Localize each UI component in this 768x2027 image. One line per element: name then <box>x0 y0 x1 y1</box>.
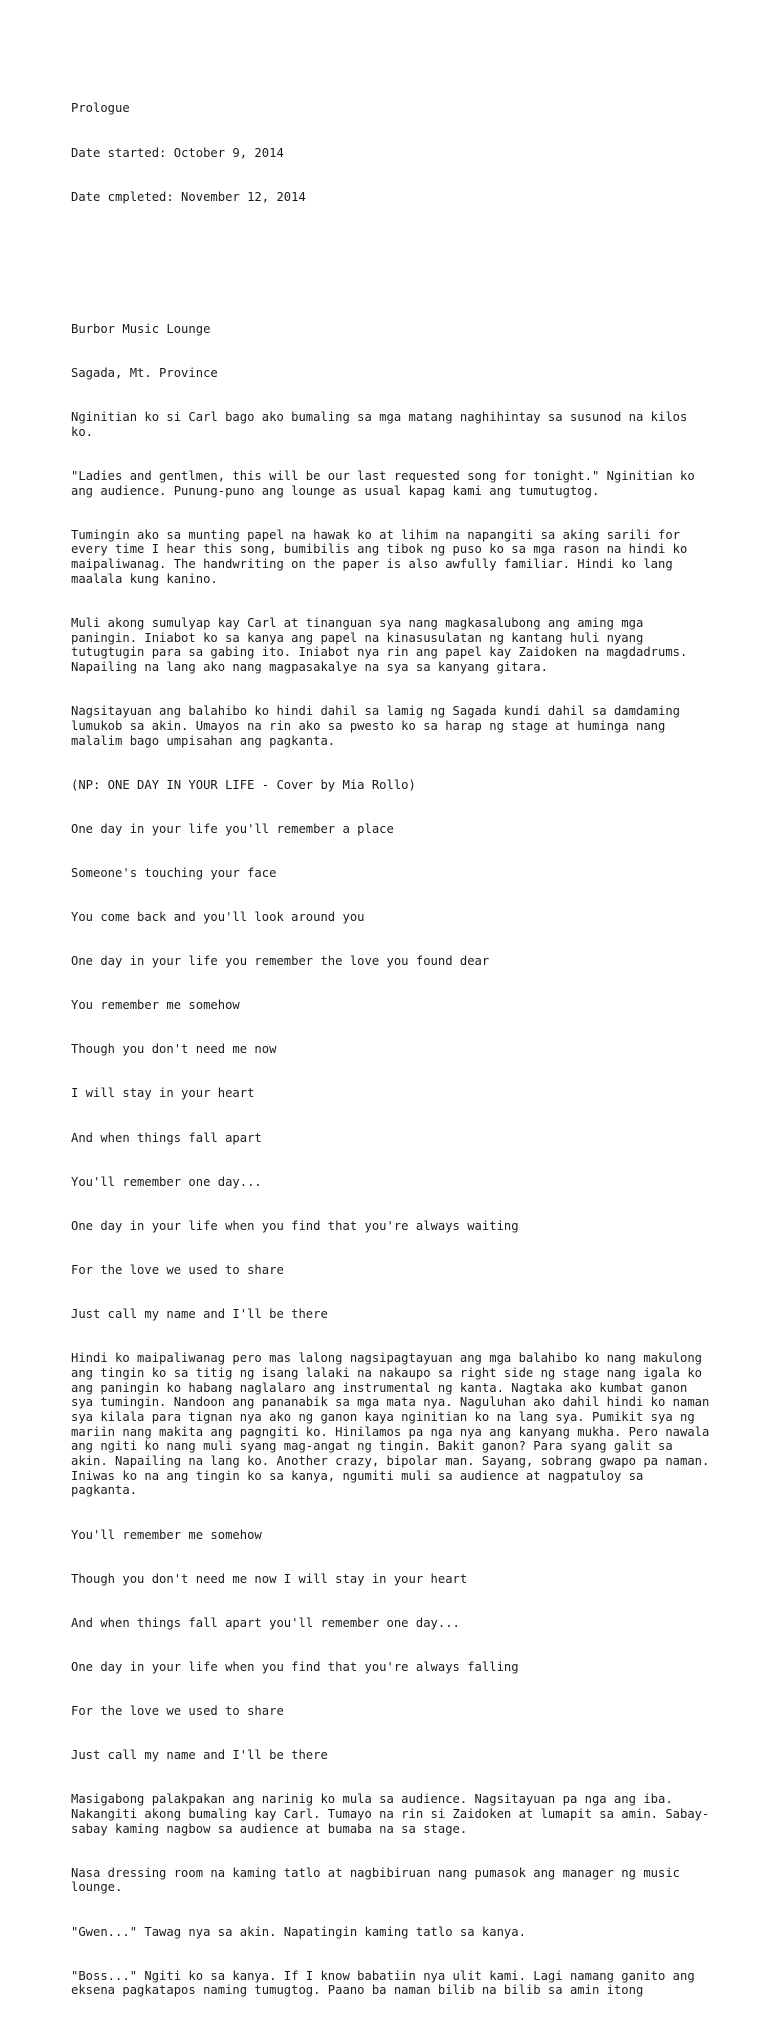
date-completed: Date cmpleted: November 12, 2014 <box>71 189 306 204</box>
document-text <box>71 72 717 2027</box>
chapter-title: Prologue <box>71 101 130 116</box>
lyric-line: One day in your life when you find that you're always falling <box>71 1659 519 1674</box>
paragraph: "Gwen..." Tawag nya sa akin. Napatingin kaming tatlo sa kanya. <box>71 1924 526 1939</box>
lyric-line: Someone's touching your face <box>71 865 277 880</box>
lyric-line: Though you don't need me now <box>71 1042 277 1057</box>
lyric-line: I will stay in your heart <box>71 1086 255 1101</box>
date-started: Date started: October 9, 2014 <box>71 145 284 160</box>
lyric-line: And when things fall apart you'll remember one day... <box>71 1615 460 1630</box>
paragraph: Nagsitayuan ang balahibo ko hindi dahil sa lamig ng Sagada kundi dahil sa damdaming lumukob sa akin. Umayos na rin ako sa pwesto ko sa harap ng stage at huminga nang malalim bago umpisahan ang pagkanta. <box>71 704 688 748</box>
blank-line <box>71 278 711 293</box>
lyric-line: You'll remember me somehow <box>71 1527 262 1542</box>
paragraph: Nginitian ko si Carl bago ako bumaling sa mga matang naghihintay sa susunod na kilos ko. <box>71 410 695 439</box>
paragraph: Masigabong palakpakan ang narinig ko mula sa audience. Nagsitayuan pa nga ang iba. Nakangiti akong bumaling kay Carl. Tumayo na rin si Zaidoken at lumapit sa amin. Sabay-sabay kaming nagbow sa audience at bumaba na sa stage. <box>71 1792 710 1836</box>
lyric-line: You come back and you'll look around you <box>71 910 365 925</box>
lyric-line: For the love we used to share <box>71 1262 284 1277</box>
paragraph: Nasa dressing room na kaming tatlo at nagbibiruan nang pumasok ang manager ng music lounge. <box>71 1865 688 1895</box>
now-playing-note: (NP: ONE DAY IN YOUR LIFE - Cover by Mia Rollo) <box>71 777 416 792</box>
paragraph: Tumingin ako sa munting papel na hawak ko at lihim na napangiti sa aking sarili for every time I hear this song, bumibilis ang tibok ng puso ko sa mga rason na hindi ko maipaliwanag. The handwriting on the paper is also awfully familiar. Hindi ko lang maalala kung kanino. <box>71 527 695 586</box>
venue-name: Burbor Music Lounge <box>71 321 211 336</box>
lyric-line: You remember me somehow <box>71 998 240 1013</box>
lyric-line: One day in your life when you find that you're always waiting <box>71 1218 519 1233</box>
paragraph: Muli akong sumulyap kay Carl at tinanguan sya nang magkasalubong ang aming mga paningin. Iniabot ko sa kanya ang papel na kinasusulatan ng kantang huli nyang tutugtugin para sa gabing ito. Iniabot nya rin ang papel kay Zaidoken na magdadrums. Napailing na lang ako nang magpasakalye na sya sa kanyang gitara. <box>71 615 695 675</box>
lyric-line: Just call my name and I'll be there <box>71 1307 328 1322</box>
lyric-line: One day in your life you remember the love you found dear <box>71 954 490 969</box>
lyric-line: Though you don't need me now I will stay in your heart <box>71 1571 468 1586</box>
lyric-line: Just call my name and I'll be there <box>71 1748 328 1763</box>
lyric-line: One day in your life you'll remember a place <box>71 821 394 836</box>
venue-location: Sagada, Mt. Province <box>71 366 218 381</box>
lyric-line: For the love we used to share <box>71 1704 284 1719</box>
lyric-line: And when things fall apart <box>71 1130 262 1145</box>
blank-line <box>71 234 711 249</box>
paragraph: "Boss..." Ngiti ko sa kanya. If I know babatiin nya ulit kami. Lagi namang ganito ang eksena pagkatapos naming tumugtog. Paano ba naman bilib na bilib sa amin itong <box>71 1968 703 1998</box>
lyric-line: You'll remember one day... <box>71 1174 262 1189</box>
paragraph: "Ladies and gentlmen, this will be our last requested song for tonight." Nginitian ko ang audience. Punung-puno ang lounge as usual kapag kami ang tumutugtog. <box>71 468 703 498</box>
paragraph: Hindi ko maipaliwanag pero mas lalong nagsipagtayuan ang mga balahibo ko nang makulong ang tingin ko sa titig ng isang lalaki na nakaupo sa right side ng stage nang igala ko ang paningin ko habang naglalaro ang instrumental ng kanta. Nagtaka ako kumbat ganon sya tumingin. Nandoon ang pananabik sa mga mata nya. Naguluhan ako dahil hindi ko naman sya kilala para tignan nya ako ng ganon kaya nginitian ko na lang sya. Pumikit sya ng mariin nang makita ang pagngiti ko. Hinilamos pa nga nya ang kanyang mukha. Pero nawala ang ngiti ko nang muli syang mag-angat ng tingin. Bakit ganon? Para syang galit sa akin. Napailing na lang ko. Another crazy, bipolar man. Sayang, sobrang gwapo pa naman. Iniwas ko na ang tingin ko sa kanya, ngumiti muli sa audience at nagpatuloy sa pagkanta. <box>71 1351 717 1498</box>
